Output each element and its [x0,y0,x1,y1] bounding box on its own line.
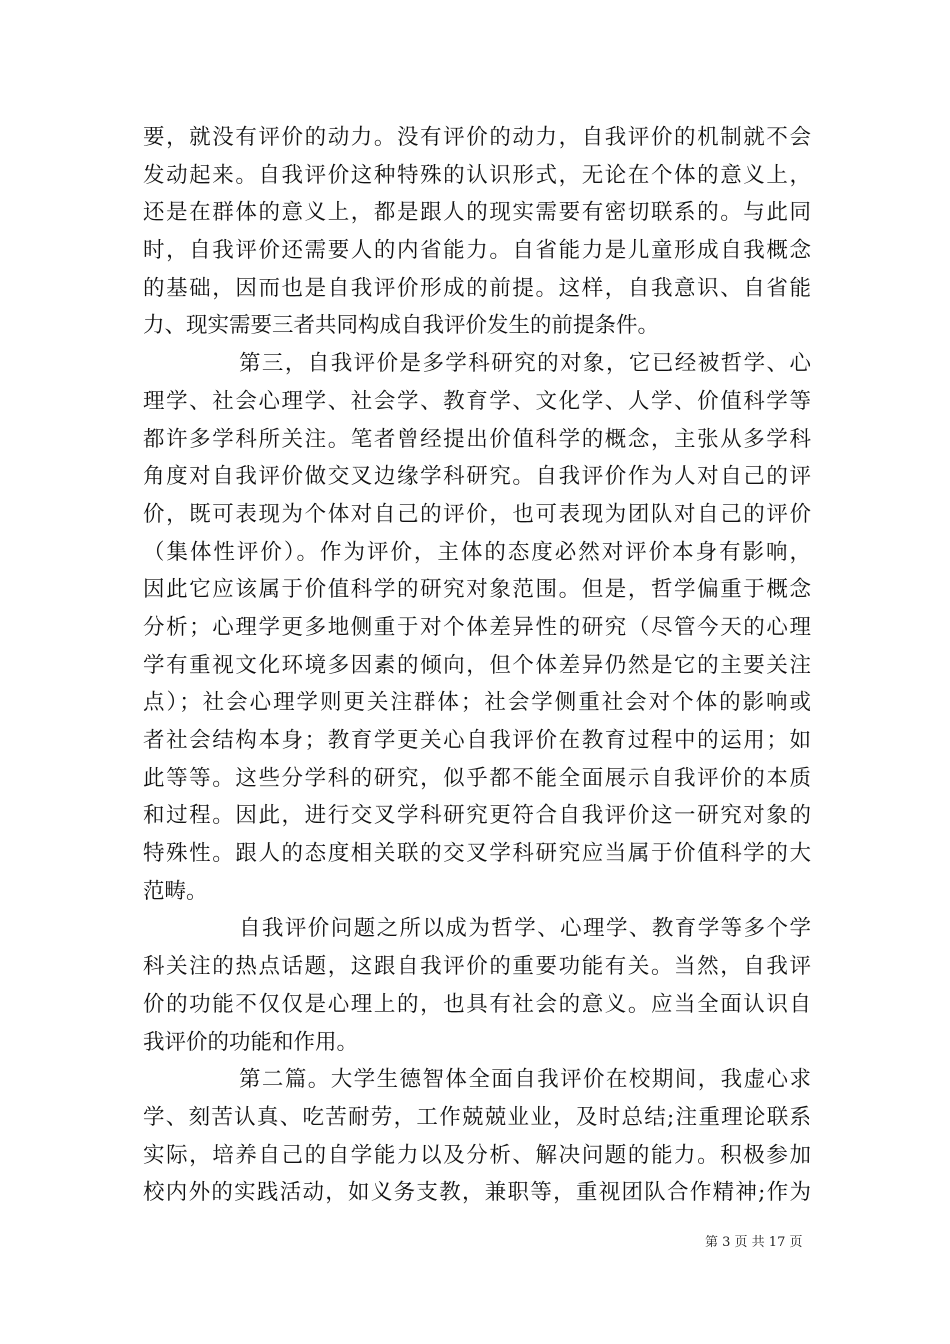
text-line: 力、现实需要三者共同构成自我评价发生的前提条件。 [143,313,660,339]
document-body [143,119,811,1212]
text-line: 第二篇。大学生德智体全面自我评价在校期间，我虚心求 [239,1067,811,1093]
text-line: 我评价的功能和作用。 [143,1029,359,1055]
text-line: 分析；心理学更多地侧重于对个体差异性的研究（尽管今天的心理 [143,614,811,640]
text-line: 理学、社会心理学、社会学、教育学、文化学、人学、价值科学等 [143,388,811,414]
text-line: 发动起来。自我评价这种特殊的认识形式，无论在个体的意义上， [143,162,811,188]
text-line: 科关注的热点话题，这跟自我评价的重要功能有关。当然，自我评 [143,954,811,980]
text-line: 时，自我评价还需要人的内省能力。自省能力是儿童形成自我概念 [143,238,811,264]
text-line: 范畴。 [143,878,208,904]
paragraph [143,119,811,345]
paragraph [143,1061,811,1212]
text-line: 学有重视文化环境多因素的倾向，但个体差异仍然是它的主要关注 [143,652,811,678]
text-line: 角度对自我评价做交叉边缘学科研究。自我评价作为人对自己的评 [143,464,811,490]
text-line: 校内外的实践活动，如义务支教，兼职等，重视团队合作精神;作为 [143,1180,811,1206]
text-line: 价，既可表现为个体对自己的评价，也可表现为团队对自己的评价 [143,501,811,527]
text-line: 要，就没有评价的动力。没有评价的动力，自我评价的机制就不会 [143,125,811,150]
text-line: 的基础，因而也是自我评价形成的前提。这样，自我意识、自省能 [143,275,811,301]
text-line: 自我评价问题之所以成为哲学、心理学、教育学等多个学 [239,916,811,942]
text-line: 都许多学科所关注。笔者曾经提出价值科学的概念，主张从多学科 [143,426,811,452]
text-line: 者社会结构本身；教育学更关心自我评价在教育过程中的运用；如 [143,728,811,753]
paragraph [143,910,811,1061]
paragraph [143,345,811,910]
text-line: 因此它应该属于价值科学的研究对象范围。但是，哲学偏重于概念 [143,577,811,603]
text-line: 点）；社会心理学则更关注群体；社会学侧重社会对个体的影响或 [143,690,811,716]
text-line: 特殊性。跟人的态度相关联的交叉学科研究应当属于价值科学的大 [143,841,811,867]
text-line: 还是在群体的意义上，都是跟人的现实需要有密切联系的。与此同 [143,200,811,226]
text-line: 学、刻苦认真、吃苦耐劳，工作兢兢业业，及时总结;注重理论联系 [143,1104,811,1130]
text-line: 实际，培养自己的自学能力以及分析、解决问题的能力。积极参加 [143,1142,811,1168]
text-line: 第三，自我评价是多学科研究的对象，它已经被哲学、心 [239,351,811,377]
page-number-footer: 第 3 页 共 17 页 [705,1235,803,1250]
text-line: 和过程。因此，进行交叉学科研究更符合自我评价这一研究对象的 [143,803,811,829]
text-line: 此等等。这些分学科的研究，似乎都不能全面展示自我评价的本质 [143,765,811,791]
text-line: （集体性评价）。作为评价，主体的态度必然对评价本身有影响， [143,539,811,565]
text-line: 价的功能不仅仅是心理上的，也具有社会的意义。应当全面认识自 [143,991,811,1017]
